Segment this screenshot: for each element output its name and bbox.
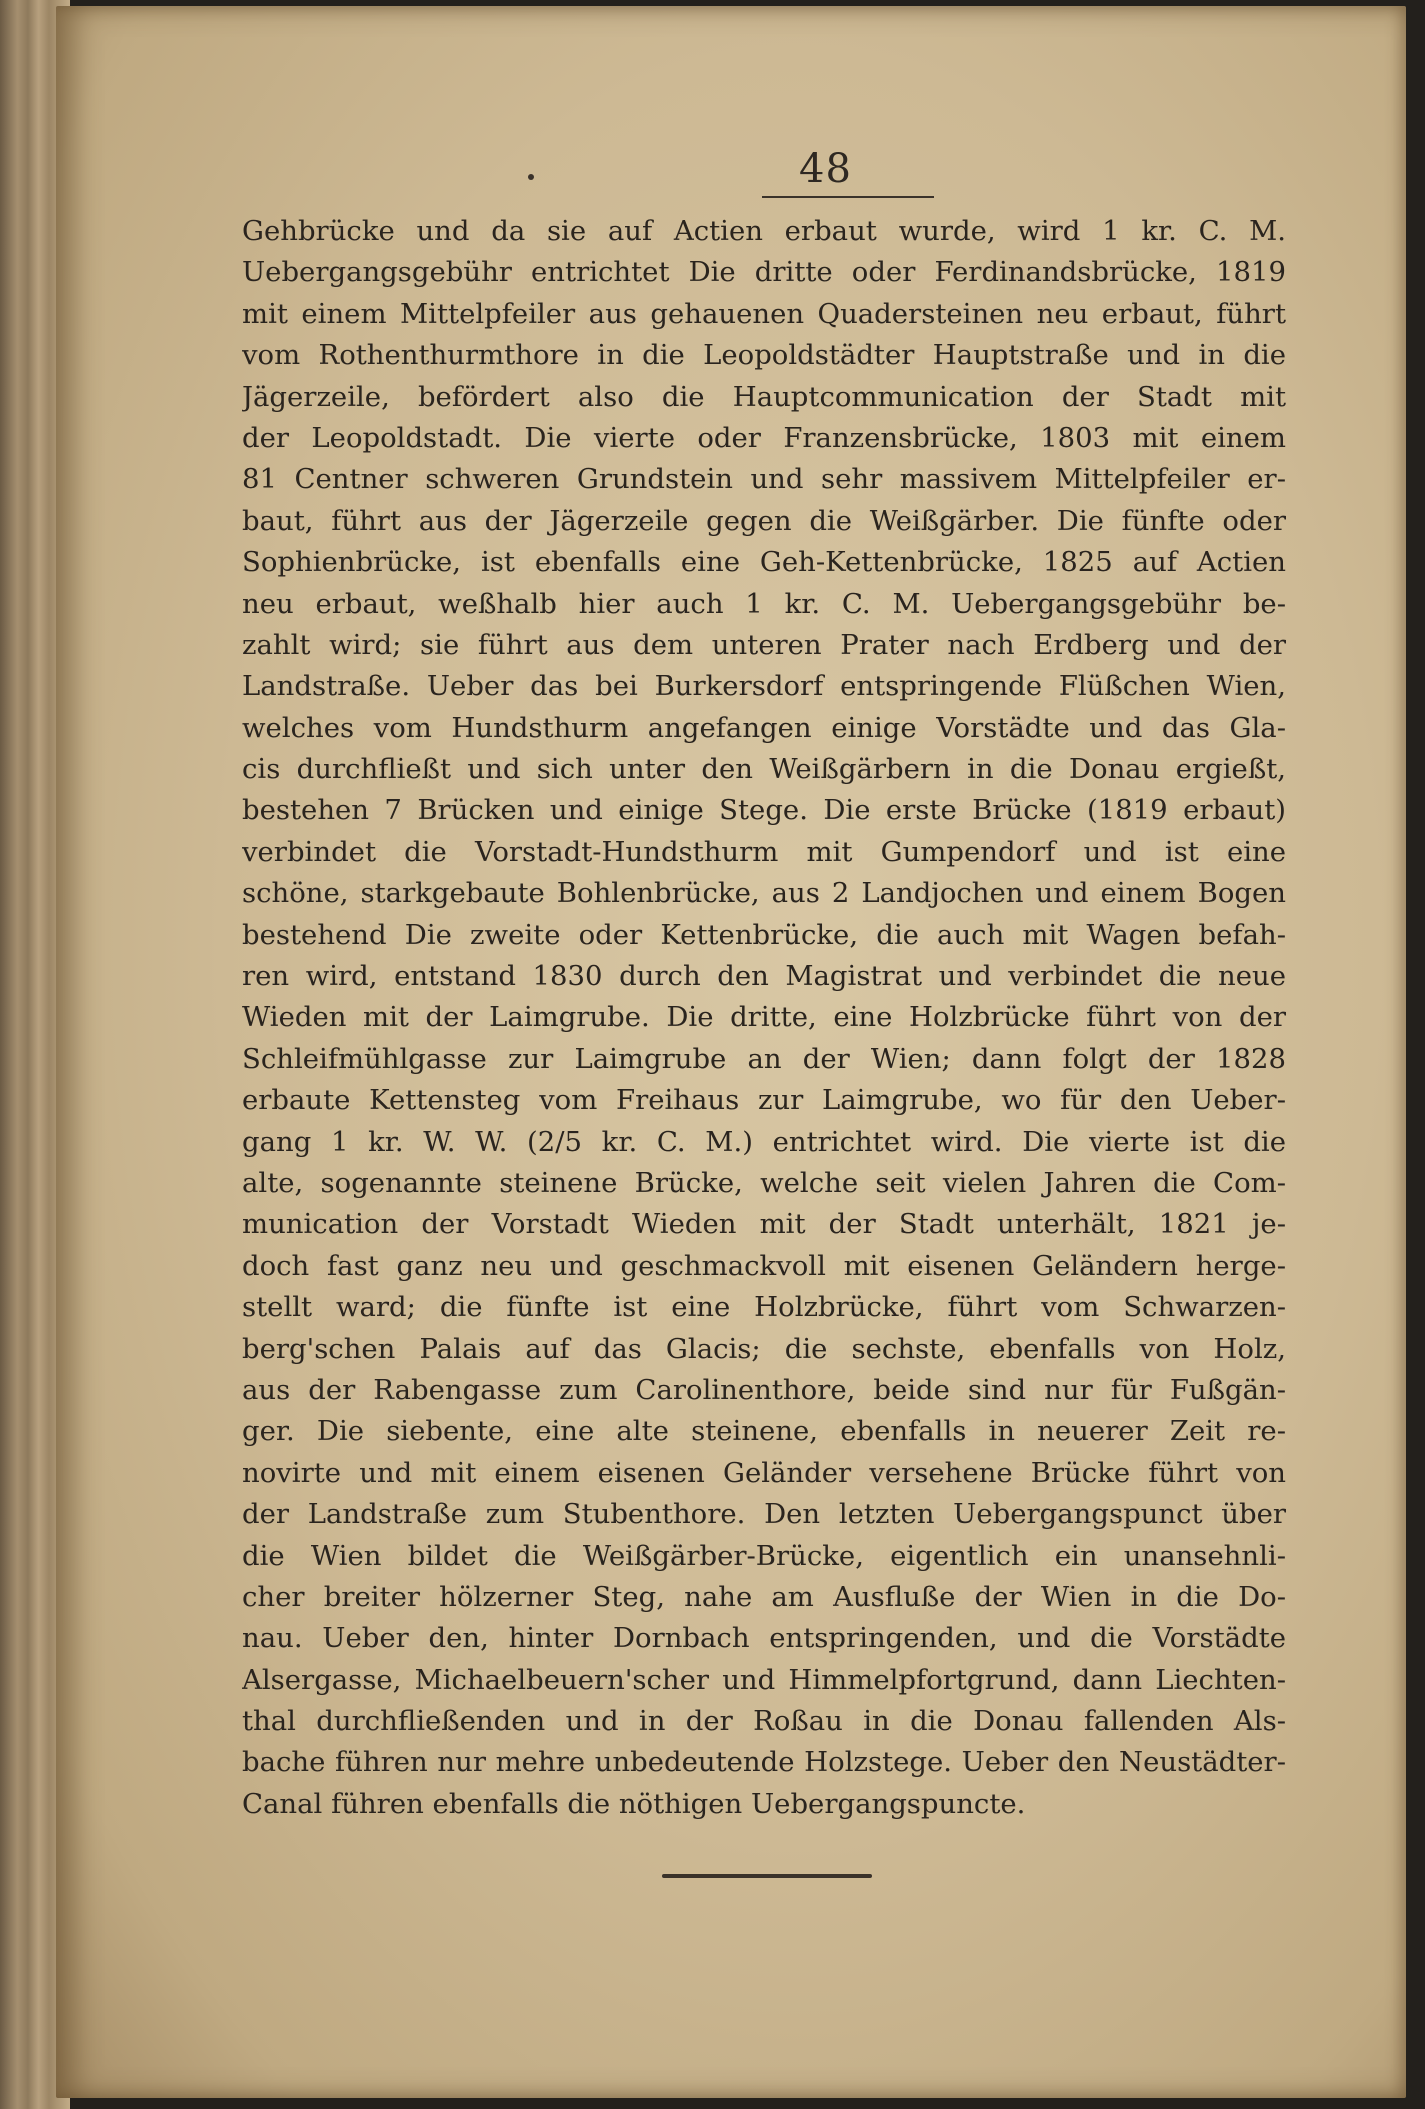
text-line: novirte und mit einem eisenen Geländer versehene Brücke führt von <box>242 1456 1286 1489</box>
text-line: verbindet die Vorstadt-Hundsthurm mit Gumpendorf und ist eine <box>242 835 1286 868</box>
text-line: der Leopoldstadt. Die vierte oder Franzensbrücke, 1803 mit einem <box>242 421 1286 454</box>
text-line: Jägerzeile, befördert also die Hauptcommunication der Stadt mit <box>242 380 1286 413</box>
text-line: schöne, starkgebaute Bohlenbrücke, aus 2 Landjochen und einem Bogen <box>242 877 1286 910</box>
text-line: 81 Centner schweren Grundstein und sehr massivem Mittelpfeiler er- <box>242 463 1286 496</box>
text-line: bestehend Die zweite oder Kettenbrücke, die auch mit Wagen befah- <box>242 918 1286 951</box>
header-rule <box>762 196 934 198</box>
text-line: vom Rothenthurmthore in die Leopoldstädter Hauptstraße und in die <box>242 339 1286 372</box>
text-line: cher breiter hölzerner Steg, nahe am Ausfluße der Wien in die Do- <box>242 1580 1286 1613</box>
text-line: Schleifmühlgasse zur Laimgrube an der Wien; dann folgt der 1828 <box>242 1042 1286 1075</box>
text-line: nau. Ueber den, hinter Dornbach entspringenden, und die Vorstädte <box>242 1622 1286 1655</box>
text-line: stellt ward; die fünfte ist eine Holzbrücke, führt vom Schwarzen- <box>242 1291 1286 1324</box>
text-line: cis durchfließt und sich unter den Weißgärbern in die Donau ergießt, <box>242 753 1286 786</box>
text-line: alte, sogenannte steinene Brücke, welche seit vielen Jahren die Com- <box>242 1166 1286 1199</box>
text-line: Sophienbrücke, ist ebenfalls eine Geh-Kettenbrücke, 1825 auf Actien <box>242 546 1286 579</box>
text-line: mit einem Mittelpfeiler aus gehauenen Quadersteinen neu erbaut, führt <box>242 297 1286 330</box>
text-line: ren wird, entstand 1830 durch den Magistrat und verbindet die neue <box>242 960 1286 993</box>
page-number: 48 <box>799 146 852 192</box>
text-line: welches vom Hundsthurm angefangen einige Vorstädte und das Gla- <box>242 711 1286 744</box>
text-line: Wieden mit der Laimgrube. Die dritte, eine Holzbrücke führt von der <box>242 1001 1286 1034</box>
text-line: der Landstraße zum Stubenthore. Den letzten Uebergangspunct über <box>242 1498 1286 1531</box>
text-line: doch fast ganz neu und geschmackvoll mit eisenen Geländern herge- <box>242 1249 1286 1282</box>
text-line: Landstraße. Ueber das bei Burkersdorf entspringende Flüßchen Wien, <box>242 670 1286 703</box>
footer-rule <box>662 1874 872 1878</box>
text-line: aus der Rabengasse zum Carolinenthore, beide sind nur für Fußgän- <box>242 1373 1286 1406</box>
text-line: bestehen 7 Brücken und einige Stege. Die erste Brücke (1819 erbaut) <box>242 794 1286 827</box>
text-line: Gehbrücke und da sie auf Actien erbaut wurde, wird 1 kr. C. M. <box>242 215 1286 247</box>
text-line: Uebergangsgebühr entrichtet Die dritte oder Ferdinandsbrücke, 1819 <box>242 256 1286 289</box>
text-line: berg'schen Palais auf das Glacis; die sechste, ebenfalls von Holz, <box>242 1332 1286 1365</box>
ink-dot <box>528 174 534 180</box>
text-line-last: Canal führen ebenfalls die nöthigen Uebergangspuncte. <box>242 1787 1026 1820</box>
text-line: thal durchfließenden und in der Roßau in die Donau fallenden Als- <box>242 1705 1286 1738</box>
text-line: gang 1 kr. W. W. (2/5 kr. C. M.) entrichtet wird. Die vierte ist die <box>242 1125 1286 1158</box>
text-line: ger. Die siebente, eine alte steinene, ebenfalls in neuerer Zeit re- <box>242 1415 1286 1448</box>
text-line: bache führen nur mehre unbedeutende Holzstege. Ueber den Neustädter- <box>242 1746 1286 1779</box>
text-line: zahlt wird; sie führt aus dem unteren Prater nach Erdberg und der <box>242 628 1286 661</box>
body-text <box>242 211 1286 1825</box>
text-line: baut, führt aus der Jägerzeile gegen die Weißgärber. Die fünfte oder <box>242 504 1286 537</box>
text-line: Alsergasse, Michaelbeuern'scher und Himmelpfortgrund, dann Liechten- <box>242 1663 1286 1696</box>
text-line: die Wien bildet die Weißgärber-Brücke, eigentlich ein unansehnli- <box>242 1539 1286 1572</box>
text-line: neu erbaut, weßhalb hier auch 1 kr. C. M. Uebergangsgebühr be- <box>242 587 1286 620</box>
text-line: munication der Vorstadt Wieden mit der Stadt unterhält, 1821 je- <box>242 1208 1286 1241</box>
text-line: erbaute Kettensteg vom Freihaus zur Laimgrube, wo für den Ueber- <box>242 1084 1286 1117</box>
